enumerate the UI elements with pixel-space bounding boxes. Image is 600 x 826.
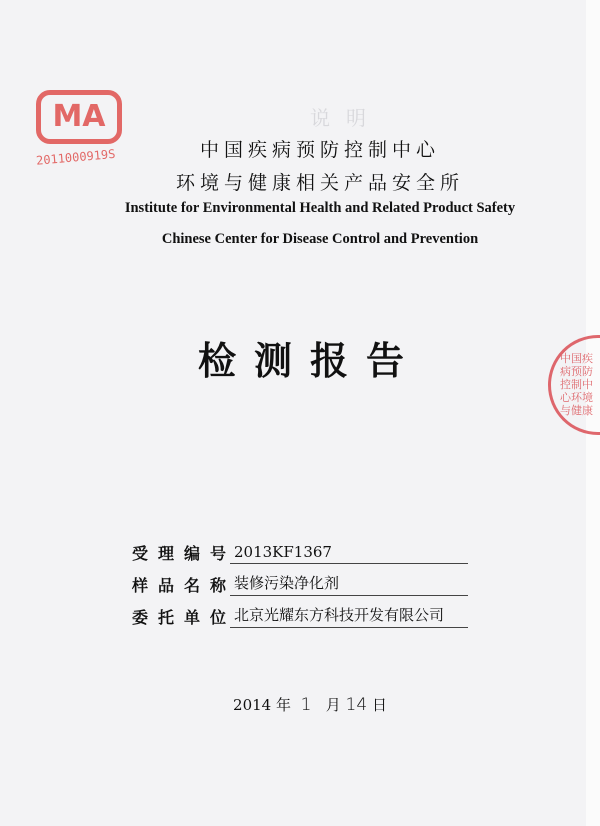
right-seal <box>548 335 600 435</box>
field-value: 2013KF1367 <box>230 543 468 564</box>
report-title: 检测报告 <box>197 339 422 383</box>
cma-logo: MA <box>36 90 122 144</box>
field-row-acceptance-no <box>132 538 468 564</box>
field-row-sample-name <box>132 570 468 596</box>
date-day-unit: 日 <box>371 696 387 714</box>
cma-number: 2011000919S <box>35 146 116 168</box>
field-label: 受理编号 <box>132 544 237 563</box>
institute-name-cn-1: 中国疾病预防控制中心 <box>199 139 440 161</box>
date-month: 1 <box>300 695 312 715</box>
date-year-unit: 年 <box>276 696 292 714</box>
right-seal-text: 中国疾病预防控制中心环境与健康 <box>560 352 593 417</box>
cma-seal <box>35 90 122 168</box>
institute-name-cn-2: 环境与健康相关产品安全所 <box>175 172 464 194</box>
field-row-client <box>132 602 468 628</box>
institute-name-en-2: Chinese Center for Disease Control and Prevention <box>161 231 479 247</box>
field-label: 委托单位 <box>132 608 237 627</box>
field-label: 样品名称 <box>132 576 237 595</box>
date-day: 14 <box>345 695 368 715</box>
date-month-unit: 月 <box>325 696 341 714</box>
date-year: 2014 <box>233 696 272 714</box>
bleed-through-text: 说明 <box>310 106 382 130</box>
institute-name-en-1: Institute for Environmental Health and Related Product Safety <box>124 200 516 216</box>
field-value: 北京光耀东方科技开发有限公司 <box>230 604 468 628</box>
field-value: 装修污染净化剂 <box>230 572 468 596</box>
report-date <box>150 694 470 715</box>
